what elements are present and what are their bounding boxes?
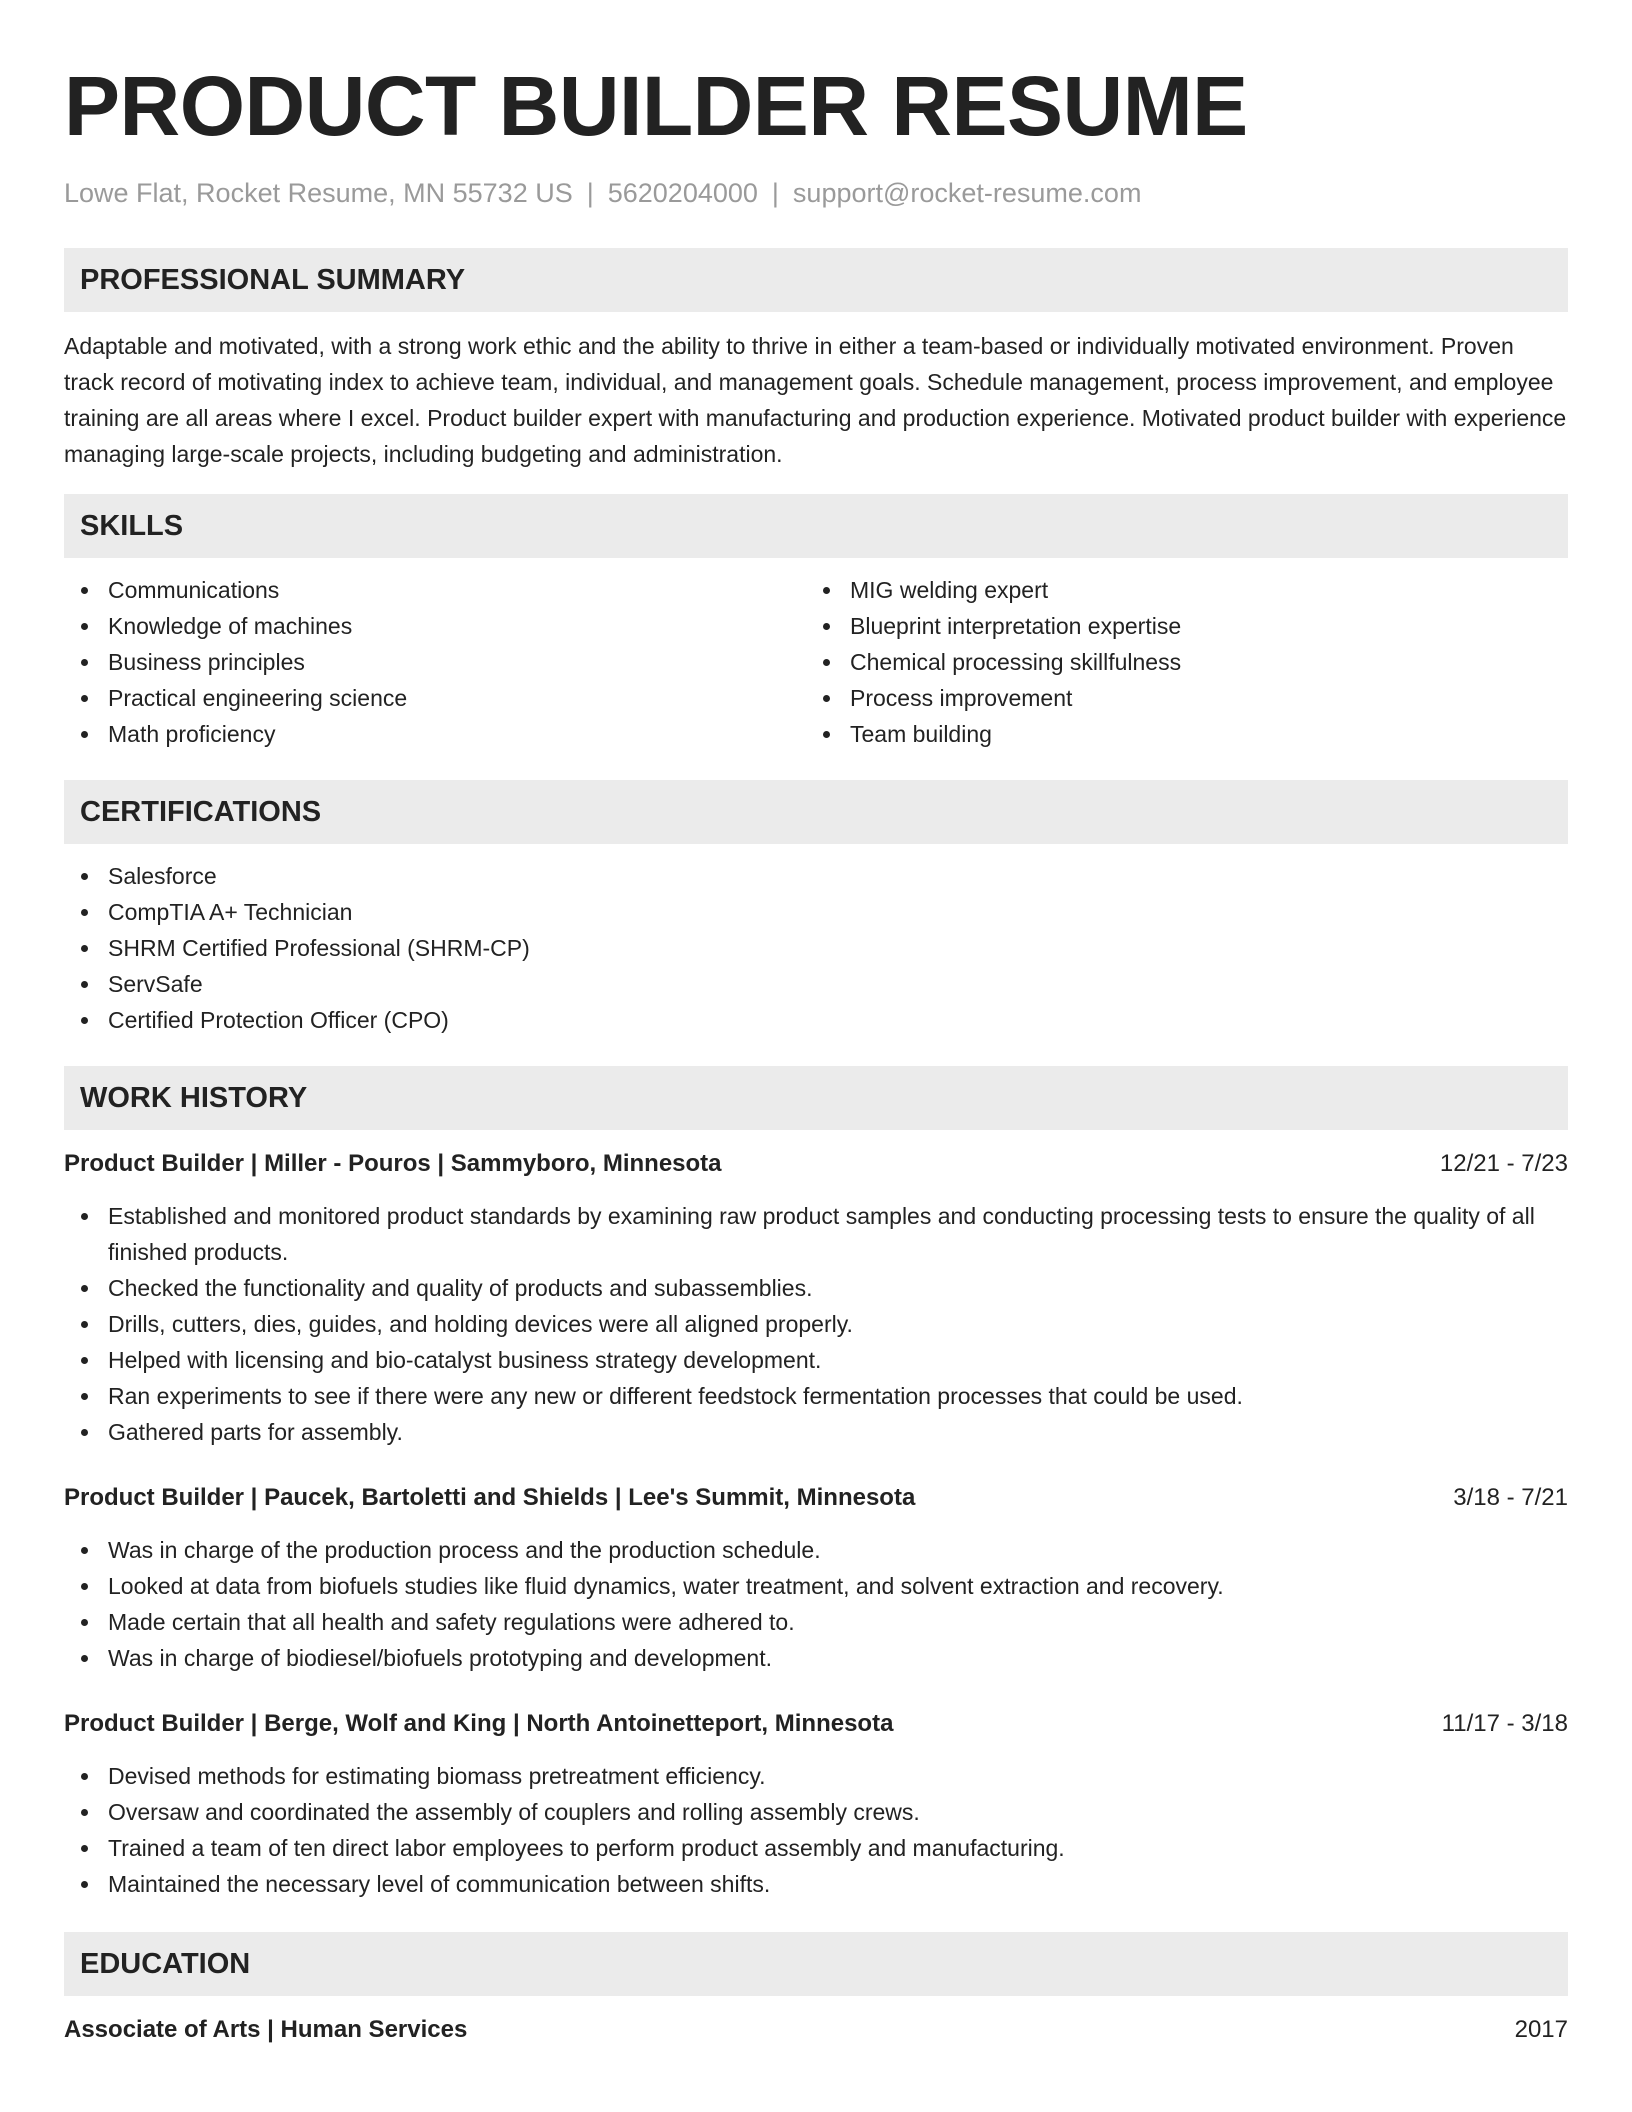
job-bullet: Drills, cutters, dies, guides, and holding devices were all aligned properly.: [64, 1306, 1568, 1342]
skill-item: Chemical processing skillfulness: [806, 644, 1548, 680]
certification-item: Salesforce: [64, 858, 1568, 894]
job-header: [64, 1146, 1568, 1182]
job-bullet: Was in charge of biodiesel/biofuels prototyping and development.: [64, 1640, 1568, 1676]
job-bullet: Trained a team of ten direct labor employees to perform product assembly and manufacturing.: [64, 1830, 1568, 1866]
contact-address: Lowe Flat, Rocket Resume, MN 55732 US: [64, 178, 573, 208]
resume-page: [64, 0, 1568, 2048]
job-bullets: [64, 1758, 1568, 1902]
contact-phone: 5620204000: [607, 178, 758, 208]
job-bullet: Devised methods for estimating biomass pretreatment efficiency.: [64, 1758, 1568, 1794]
certification-item: Certified Protection Officer (CPO): [64, 1002, 1568, 1038]
skills-grid: [64, 572, 1568, 752]
section-heading-summary: PROFESSIONAL SUMMARY: [64, 248, 1568, 312]
job-title: Product Builder | Berge, Wolf and King | North Antoinetteport, Minnesota: [64, 1710, 894, 1737]
summary-text: Adaptable and motivated, with a strong work ethic and the ability to thrive in either a team-based or individually motivated environment. Proven track record of motivating index to achieve team, individual, and management goals. Schedule management, process improvement, and employee training are all areas where I excel. Product builder expert with manufacturing and production experience. Motivated product builder with experience managing large-scale projects, including budgeting and administration.: [64, 333, 1567, 467]
job-title: Product Builder | Miller - Pouros | Sammyboro, Minnesota: [64, 1150, 722, 1177]
job-bullets: [64, 1198, 1568, 1450]
skill-item: Math proficiency: [64, 716, 806, 752]
job-entry: [64, 1706, 1568, 1902]
job-bullet: Established and monitored product standards by examining raw product samples and conducting processing tests to ensure the quality of all finished products.: [64, 1198, 1568, 1270]
skill-item: Team building: [806, 716, 1548, 752]
contact-email: support@rocket-resume.com: [792, 178, 1142, 208]
job-header: [64, 1480, 1568, 1516]
skill-item: Communications: [64, 572, 806, 608]
certification-item: CompTIA A+ Technician: [64, 894, 1568, 930]
job-bullet: Oversaw and coordinated the assembly of couplers and rolling assembly crews.: [64, 1794, 1568, 1830]
section-heading-skills: SKILLS: [64, 494, 1568, 558]
job-title: Product Builder | Paucek, Bartoletti and Shields | Lee's Summit, Minnesota: [64, 1484, 916, 1511]
skill-item: Blueprint interpretation expertise: [806, 608, 1548, 644]
job-bullets: [64, 1532, 1568, 1676]
job-entry: [64, 1480, 1568, 1676]
job-bullet: Ran experiments to see if there were any new or different feedstock fermentation processes that could be used.: [64, 1378, 1568, 1414]
contact-separator: |: [586, 178, 594, 208]
section-heading-education: EDUCATION: [64, 1932, 1568, 1996]
job-entry: [64, 1146, 1568, 1450]
skills-list-left: [64, 572, 806, 752]
job-bullet: Made certain that all health and safety regulations were adhered to.: [64, 1604, 1568, 1640]
contact-line: [64, 176, 1568, 210]
education-year: 2017: [1514, 2016, 1568, 2043]
education-entry: [64, 2012, 1568, 2048]
skill-item: Practical engineering science: [64, 680, 806, 716]
job-bullet: Maintained the necessary level of communication between shifts.: [64, 1866, 1568, 1902]
skill-item: Process improvement: [806, 680, 1548, 716]
job-bullet: Helped with licensing and bio-catalyst business strategy development.: [64, 1342, 1568, 1378]
section-heading-certifications: CERTIFICATIONS: [64, 780, 1568, 844]
job-dates: 12/21 - 7/23: [1439, 1150, 1568, 1177]
certification-item: SHRM Certified Professional (SHRM-CP): [64, 930, 1568, 966]
job-bullet: Was in charge of the production process and the production schedule.: [64, 1532, 1568, 1568]
job-bullet: Looked at data from biofuels studies like fluid dynamics, water treatment, and solvent extraction and recovery.: [64, 1568, 1568, 1604]
skill-item: Business principles: [64, 644, 806, 680]
skill-item: MIG welding expert: [806, 572, 1548, 608]
education-degree: Associate of Arts | Human Services: [64, 2016, 468, 2043]
job-dates: 3/18 - 7/21: [1453, 1484, 1568, 1511]
skill-item: Knowledge of machines: [64, 608, 806, 644]
job-header: [64, 1706, 1568, 1742]
job-bullet: Checked the functionality and quality of products and subassemblies.: [64, 1270, 1568, 1306]
resume-title: PRODUCT BUILDER RESUME: [64, 59, 1248, 153]
job-dates: 11/17 - 3/18: [1441, 1710, 1568, 1737]
skills-list-right: [806, 572, 1548, 752]
job-bullet: Gathered parts for assembly.: [64, 1414, 1568, 1450]
section-heading-work-history: WORK HISTORY: [64, 1066, 1568, 1130]
certifications-list: [64, 858, 1568, 1038]
certification-item: ServSafe: [64, 966, 1568, 1002]
contact-separator: |: [771, 178, 779, 208]
